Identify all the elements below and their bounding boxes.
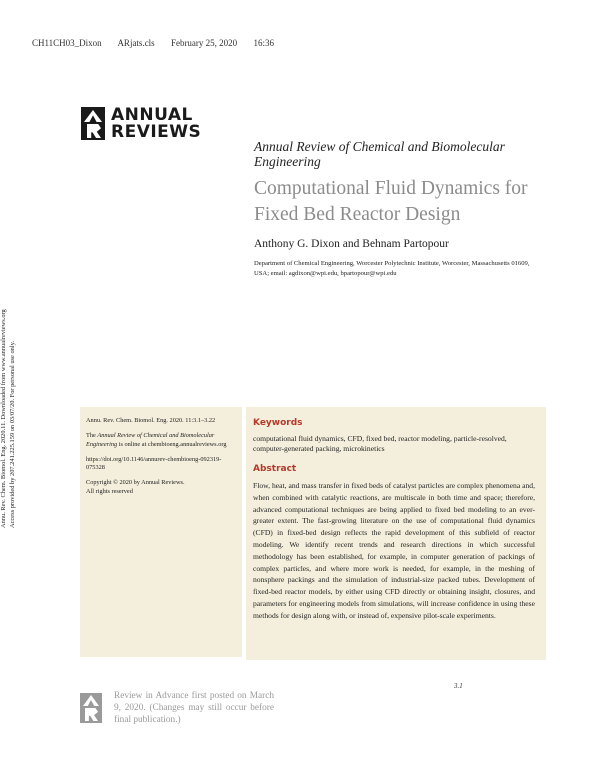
citation-info (86, 417, 236, 503)
header-file-id: CH11CH03_Dixon (32, 38, 102, 48)
abstract-text: Flow, heat, and mass transfer in fixed beds of catalyst particles are complex phenomena and, when combined with catalytic reactions, are multiscale in both time and space; therefore, advanced computational techniques are being applied to fixed bed modeling to an ever-greater extent. The fast-growing literature on the use of computational fluid dynamics (CFD) in fixed-bed design reflects the rapid development of this subfield of reactor modeling. We identify recent trends and research directions in which successful methodology has been established, for example, in computer generation of packings of complex particles, and where more work is needed, for example, in the meshing of nonsphere packings and the simulation of industrial-size packed tubes. Development of fixed-bed reactor models, by either using CFD directly or obtaining insight, closures, and parameters for engineering models from simulations, will increase confidence in using these methods for design along with, or instead of, expensive pilot-scale experiments. (253, 481, 535, 620)
abstract-heading: Abstract (253, 464, 297, 474)
ar-logo-icon (81, 107, 105, 140)
header-date: February 25, 2020 (170, 38, 238, 48)
copyright-block (86, 479, 236, 496)
page-number: 3.1 (454, 682, 463, 690)
article-title: Computational Fluid Dynamics for Fixed Bed Reactor Design (254, 178, 528, 225)
download-side-note (0, 218, 30, 540)
side-note-line1: Annu. Rev. Chem. Biomol. Eng. 2020.11. Downloaded from www.annualreviews.org (0, 309, 7, 528)
journal-name: Annual Review of Chemical and Biomolecular Engineering (254, 139, 505, 169)
article-authors: Anthony G. Dixon and Behnam Partopour (254, 238, 449, 250)
keywords-list: computational fluid dynamics, CFD, fixed bed, reactor modeling, particle-resolved, computer-generated packing, microkinetics (253, 434, 507, 453)
ar-small-logo-icon (80, 693, 102, 723)
online-journal: Annual Review of Chemical and Biomolecular Engineering (86, 432, 215, 448)
copyright-text: Copyright © 2020 by Annual Reviews. (86, 479, 185, 487)
header-time: 16:36 (253, 38, 274, 48)
doi-link[interactable]: https://doi.org/10.1146/annurev-chembioeng-092319-075328 (86, 455, 222, 472)
logo-line2: REVIEWS (111, 122, 202, 142)
online-note: The Annual Review of Chemical and Biomolecular Engineering is online at chembioeng.annualreviews.org (86, 432, 227, 448)
review-in-advance-note: Review in Advance first posted on March 9, 2020. (Changes may still occur before final publication.) (114, 691, 274, 725)
logo-line1: ANNUAL (111, 105, 193, 125)
header-cls: ARjats.cls (117, 38, 155, 48)
running-header (32, 38, 432, 48)
rights-text: All rights reserved (86, 487, 133, 495)
annual-reviews-logo (81, 107, 221, 143)
citation-ref: Annu. Rev. Chem. Biomol. Eng. 2020. 11:3.1–3.22 (86, 417, 216, 424)
keywords-heading: Keywords (253, 418, 303, 428)
author-affiliation: Department of Chemical Engineering, Worcester Polytechnic Institute, Worcester, Massachusetts 01609, USA; email: agdixon@wpi.edu, bpartopour@wpi.edu (254, 260, 530, 277)
side-note-line2: Access provided by 207.241.225.159 on 03/07/20. For personal use only. (8, 340, 16, 528)
